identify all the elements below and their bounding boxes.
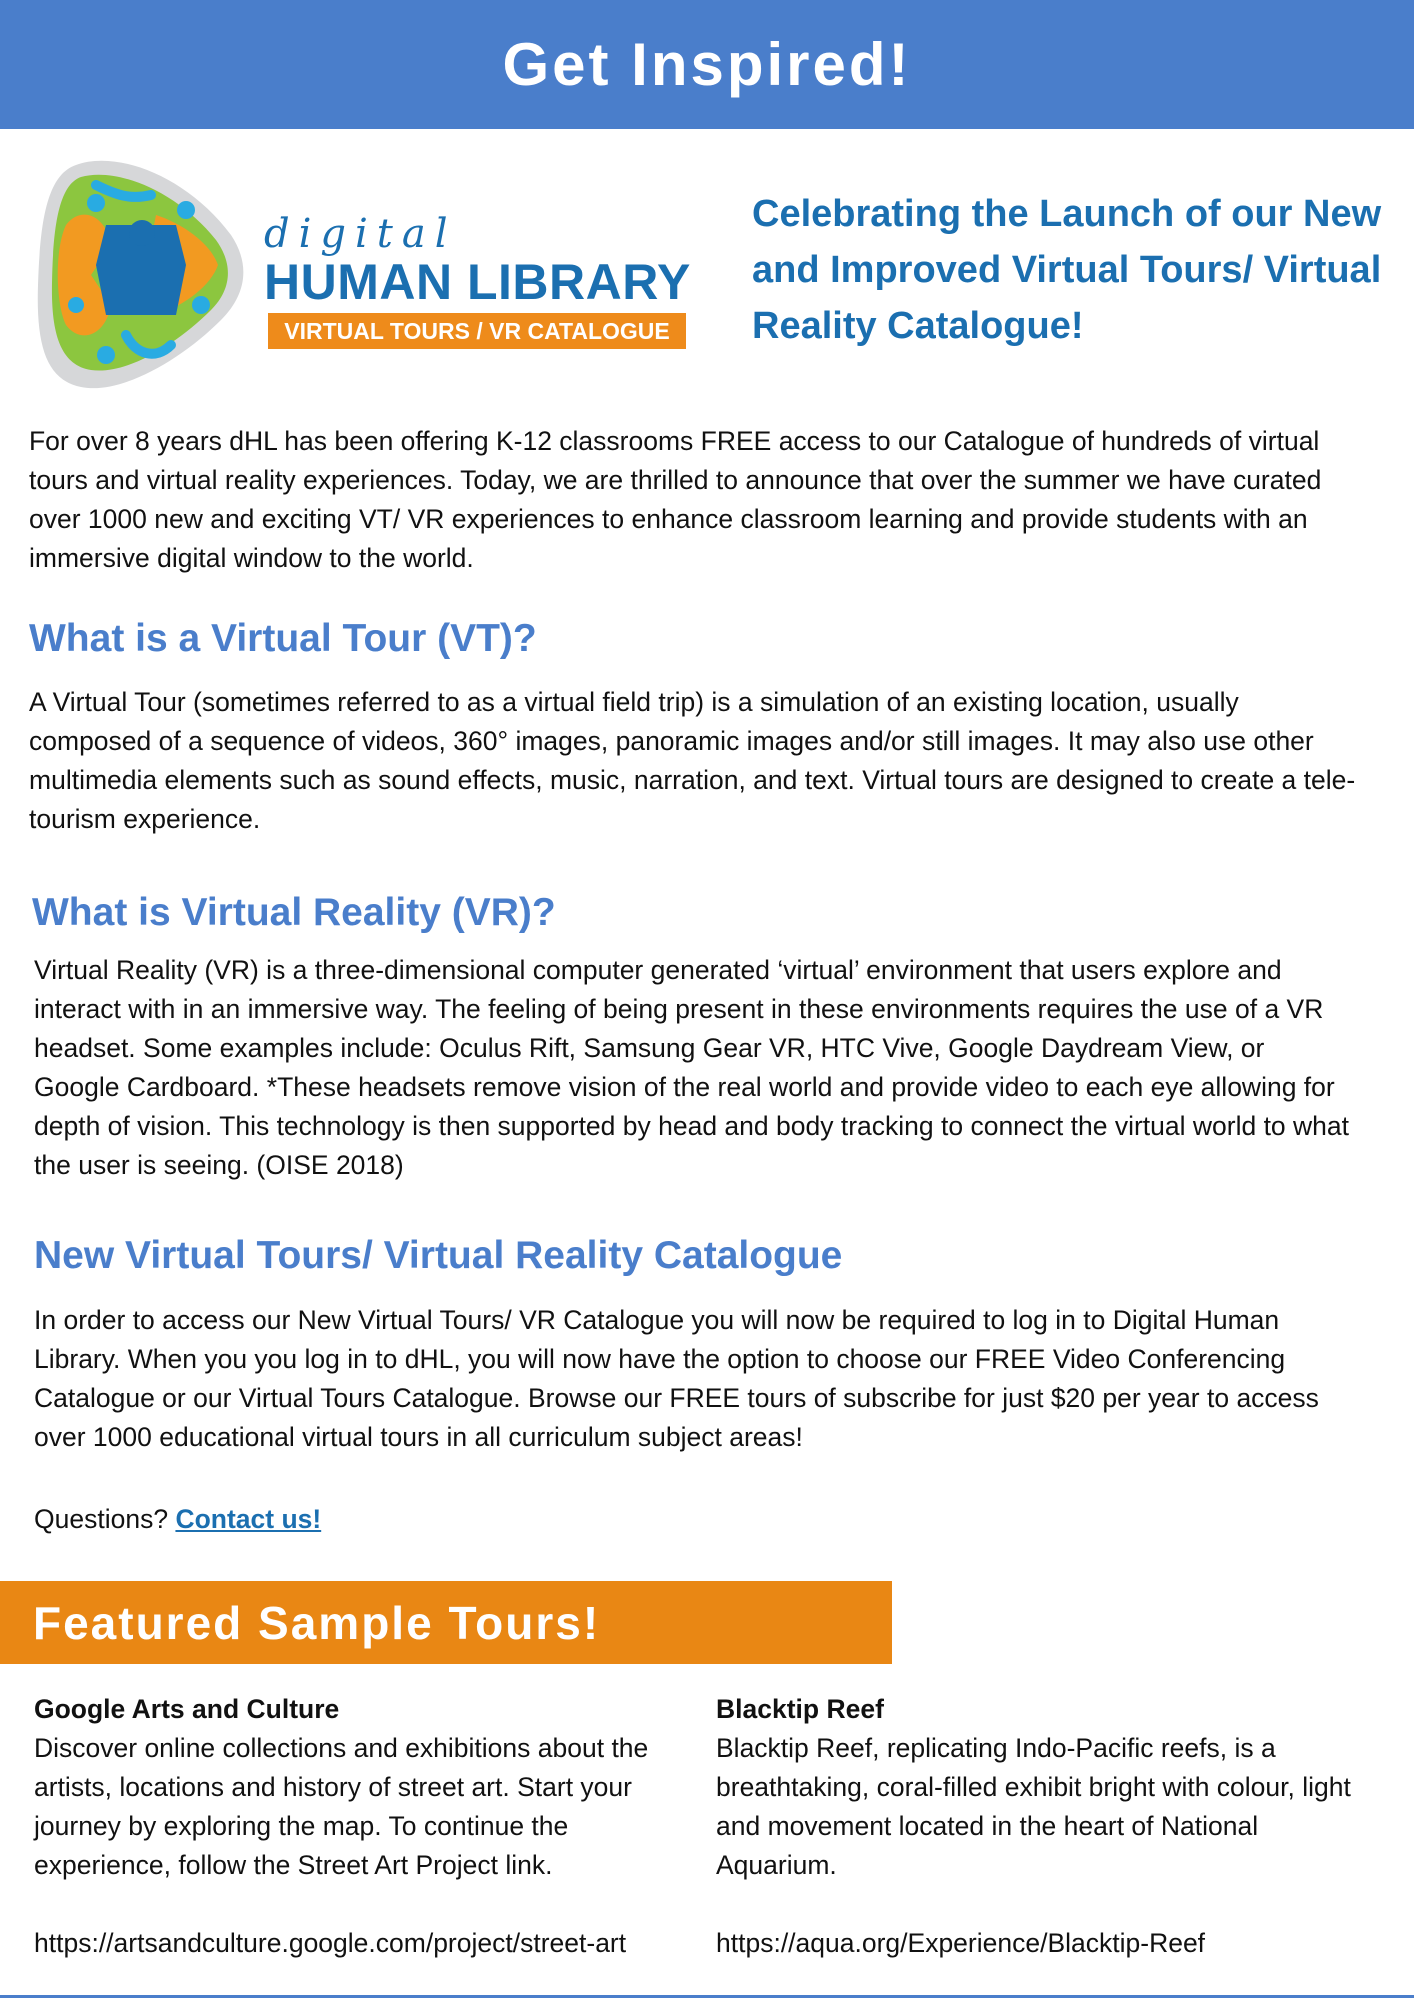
banner-title: Get Inspired! [502, 31, 912, 98]
tour-card-blacktip-reef [716, 1690, 1366, 1963]
vt-heading: What is a Virtual Tour (VT)? [29, 617, 537, 660]
bottom-divider [0, 1995, 1414, 1998]
featured-banner-title: Featured Sample Tours! [33, 1596, 601, 1649]
tour-description: Discover online collections and exhibitions about the artists, locations and history of street art. Start your journey by exploring the map. To continue the experience, follow the Street Art Project link. [34, 1733, 649, 1880]
catalogue-heading: New Virtual Tours/ Virtual Reality Catalogue [34, 1234, 843, 1277]
tour-card-google-arts [34, 1690, 684, 1963]
vt-paragraph: A Virtual Tour (sometimes referred to as a virtual field trip) is a simulation of an existing location, usually composed of a sequence of videos, 360° images, panoramic images and/or still images. It may also use other multimedia elements such as sound effects, music, narration, and text. Virtual tours are designed to create a tele-tourism experience. [29, 687, 1356, 834]
tour-url-link[interactable]: https://aqua.org/Experience/Blacktip-Reef [716, 1928, 1206, 1958]
tour-description: Blacktip Reef, replicating Indo-Pacific reefs, is a breathtaking, coral-filled exhibit bright with colour, light and movement located in the heart of National Aquarium. [716, 1733, 1351, 1880]
questions-label: Questions? [34, 1504, 169, 1534]
dhl-emblem-icon [36, 155, 246, 395]
logo-human-library-text: HUMAN LIBRARY [264, 254, 691, 310]
vr-paragraph: Virtual Reality (VR) is a three-dimensional computer generated ‘virtual’ environment that users explore and interact with in an immersive way. The feeling of being present in these environments requires the use of a VR headset. Some examples include: Oculus Rift, Samsung Gear VR, HTC Vive, Google Daydream View, or Google Cardboard. *These headsets remove vision of the real world and provide video to each eye allowing for depth of vision. This technology is then supported by head and body tracking to connect the virtual world to what the user is seeing. (OISE 2018) [34, 955, 1350, 1180]
tour-title: Blacktip Reef [716, 1694, 884, 1724]
intro-paragraph: For over 8 years dHL has been offering K-12 classrooms FREE access to our Catalogue of hundreds of virtual tours and virtual reality experiences. Today, we are thrilled to announce that over the summer we have curated over 1000 new and exciting VT/ VR experiences to enhance classroom learning and provide students with an immersive digital window to the world. [29, 426, 1322, 573]
contact-us-link[interactable]: Contact us! [175, 1504, 322, 1534]
logo-subtitle-bar: VIRTUAL TOURS / VR CATALOGUE [268, 313, 686, 349]
logo-digital-text: digital [264, 211, 457, 257]
featured-banner [0, 1581, 892, 1664]
top-banner [0, 0, 1414, 129]
launch-title: Celebrating the Launch of our New and Improved Virtual Tours/ Virtual Reality Catalogue! [752, 193, 1382, 347]
tour-url-link[interactable]: https://artsandculture.google.com/project/street-art [34, 1928, 627, 1958]
dhl-logo [36, 155, 696, 395]
questions-line [34, 1500, 321, 1539]
catalogue-paragraph: In order to access our New Virtual Tours/ VR Catalogue you will now be required to log in to Digital Human Library. When you you log in to dHL, you will now have the option to choose our FREE Video Conferencing Catalogue or our Virtual Tours Catalogue. Browse our FREE tours of subscribe for just $20 per year to access over 1000 educational virtual tours in all curriculum subject areas! [34, 1305, 1319, 1452]
vr-heading: What is Virtual Reality (VR)? [32, 891, 556, 934]
tour-title: Google Arts and Culture [34, 1694, 340, 1724]
